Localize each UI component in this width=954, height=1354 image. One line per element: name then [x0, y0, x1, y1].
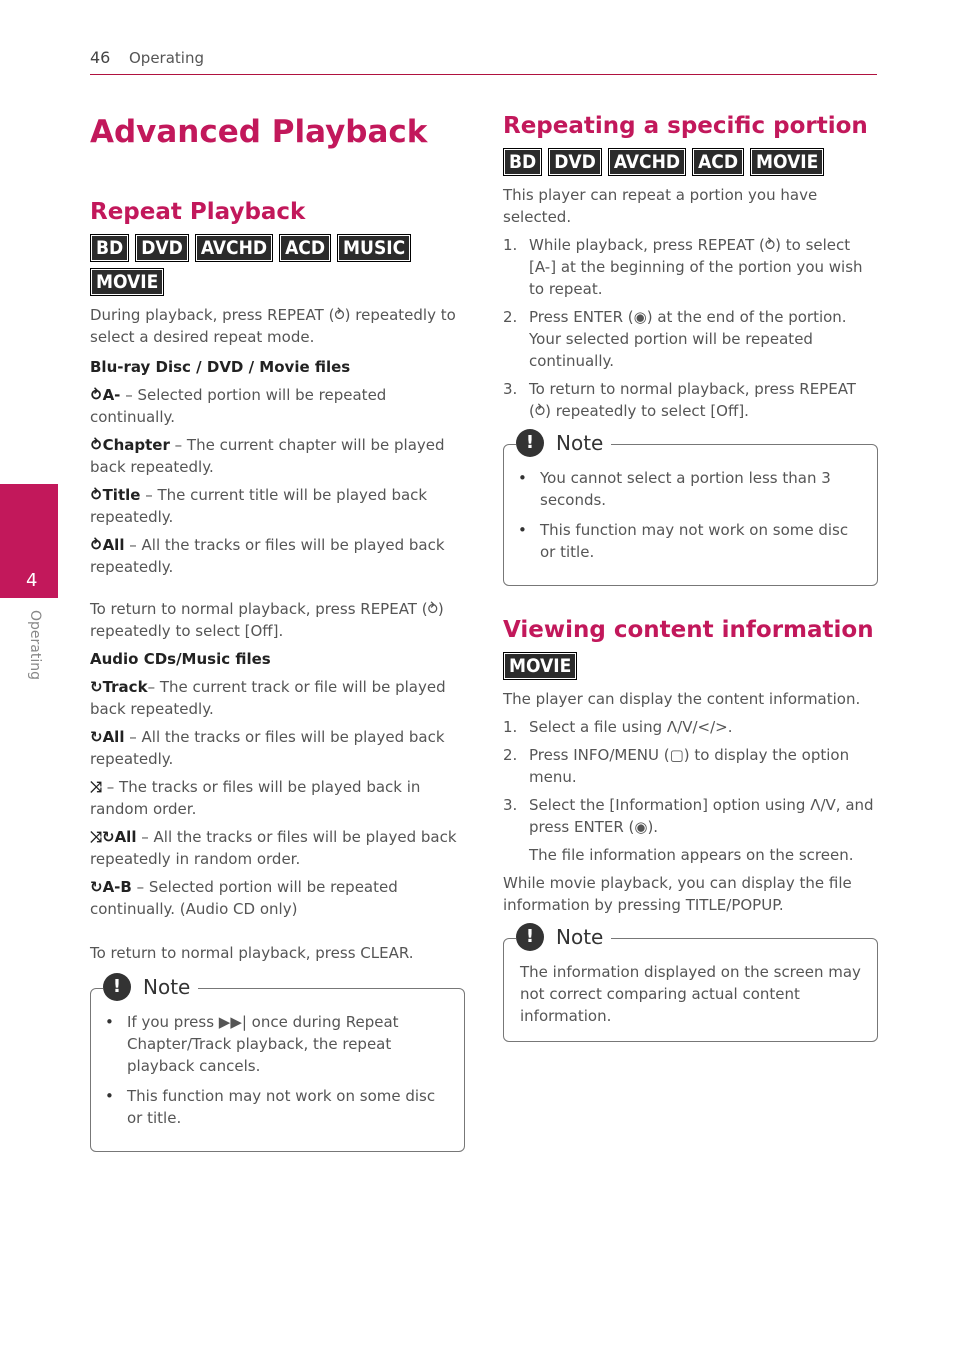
note-title: Note: [556, 925, 604, 949]
badge-acd: ACD: [692, 148, 744, 176]
repeat-icon: ⤨↻: [90, 828, 115, 846]
step-text: Select the [Information] option using Λ/V, and press ENTER (◉).: [529, 796, 874, 836]
repeat-mode-label: All: [102, 728, 125, 746]
chapter-tab: [0, 484, 58, 598]
repeat-mode-item: [90, 534, 465, 578]
repeat-mode-label: Chapter: [102, 436, 170, 454]
repeat-mode-desc: – All the tracks or files will be played back repeatedly.: [90, 728, 445, 768]
exclamation-icon: !: [516, 429, 544, 457]
repeat-playback-heading: Repeat Playback: [90, 199, 306, 225]
repeat-portion-intro: This player can repeat a portion you have selected.: [503, 186, 818, 226]
badge-movie: MOVIE: [503, 652, 577, 680]
repeat-intro: During playback, press REPEAT (⥁) repeatedly to select a desired repeat mode.: [90, 306, 456, 346]
badge-bd: BD: [90, 234, 129, 262]
repeat-mode-desc: – Selected portion will be repeated continually.: [90, 386, 387, 426]
note-item: • You cannot select a portion less than 3 seconds.: [532, 467, 861, 511]
note-box-left: [90, 975, 465, 1152]
step-text: Select a file using Λ/V/</>.: [529, 718, 733, 736]
badge-movie: MOVIE: [750, 148, 824, 176]
bd-heading: Blu-ray Disc / DVD / Movie files: [90, 358, 351, 376]
note-list: [532, 467, 861, 563]
repeat-mode-desc: – All the tracks or files will be played back repeatedly in random order.: [90, 828, 457, 868]
page-title: Advanced Playback: [90, 114, 428, 150]
repeat-mode-desc: – Selected portion will be repeated continually. (Audio CD only): [90, 878, 398, 918]
note-text: The information displayed on the screen may not correct comparing actual content information.: [520, 963, 861, 1025]
media-badges: [503, 148, 878, 176]
section-name: Operating: [129, 49, 204, 67]
repeat-mode-item: [90, 876, 465, 920]
step-number: 3.: [503, 796, 518, 814]
repeat-mode-label: Title: [102, 486, 141, 504]
note-item: • This function may not work on some disc or title.: [119, 1085, 448, 1129]
viewing-movie-text: While movie playback, you can display the file information by pressing TITLE/POPUP.: [503, 874, 852, 914]
badge-dvd: DVD: [548, 148, 602, 176]
repeat-mode-item: [90, 726, 465, 770]
page-header: [90, 48, 877, 75]
badge-dvd: DVD: [135, 234, 189, 262]
repeat-icon: ⤨: [90, 778, 103, 796]
repeat-mode-desc: – The current track or file will be played back repeatedly.: [90, 678, 446, 718]
step-number: 2.: [503, 308, 518, 326]
repeat-icon: ⥁: [90, 386, 103, 404]
right-column: [503, 110, 878, 1042]
repeat-icon: ⥁: [90, 486, 103, 504]
viewing-heading: Viewing content information: [503, 617, 874, 643]
note-box-right-1: [503, 431, 878, 586]
repeat-icon: ↻: [90, 878, 103, 896]
repeat-mode-desc: – The tracks or files will be played back in random order.: [90, 778, 421, 818]
step-number: 3.: [503, 380, 518, 398]
note-list: [119, 1011, 448, 1129]
audio-heading: Audio CDs/Music files: [90, 650, 271, 668]
step-item: [503, 716, 878, 738]
step-item: [503, 306, 878, 372]
repeat-mode-label: All: [102, 536, 125, 554]
step-item: [503, 744, 878, 788]
repeat-mode-item: [90, 384, 465, 428]
badge-bd: BD: [503, 148, 542, 176]
repeat-mode-label: A-B: [102, 878, 132, 896]
exclamation-icon: !: [516, 923, 544, 951]
step-number: 1.: [503, 718, 518, 736]
clear-text: To return to normal playback, press CLEAR.: [90, 944, 414, 962]
repeat-mode-desc: – The current chapter will be played back repeatedly.: [90, 436, 445, 476]
chapter-label: Operating: [27, 610, 43, 680]
viewing-result: The file information appears on the screen.: [529, 846, 854, 864]
badge-movie: MOVIE: [90, 268, 164, 296]
repeat-mode-desc: – The current title will be played back repeatedly.: [90, 486, 428, 526]
note-item: • This function may not work on some disc or title.: [532, 519, 861, 563]
step-item: [503, 794, 878, 838]
repeat-mode-label: All: [114, 828, 137, 846]
note-box-right-2: [503, 925, 878, 1042]
step-item: [503, 234, 878, 300]
chapter-number: 4: [26, 570, 38, 591]
step-number: 2.: [503, 746, 518, 764]
note-title: Note: [143, 975, 191, 999]
chapter-label-vertical: [21, 610, 47, 700]
badge-avchd: AVCHD: [608, 148, 686, 176]
repeat-mode-item: [90, 434, 465, 478]
bd-repeat-modes: [90, 384, 465, 578]
viewing-steps-list: [503, 716, 878, 838]
step-text: To return to normal playback, press REPEAT (⥁) repeatedly to select [Off].: [529, 380, 856, 420]
return-text: To return to normal playback, press REPEAT (⥁) repeatedly to select [Off].: [90, 600, 444, 640]
repeat-mode-label: A-: [102, 386, 121, 404]
note-item: • If you press ▶▶| once during Repeat Chapter/Track playback, the repeat playback cancels.: [119, 1011, 448, 1077]
audio-repeat-modes: [90, 676, 465, 920]
repeat-icon: ⥁: [90, 436, 103, 454]
repeat-steps-list: [503, 234, 878, 422]
badge-acd: ACD: [279, 234, 331, 262]
viewing-intro: The player can display the content information.: [503, 690, 861, 708]
repeat-mode-item: [90, 776, 465, 820]
repeat-mode-item: [90, 826, 465, 870]
repeat-icon: ↻: [90, 728, 103, 746]
left-column: [90, 110, 465, 1152]
repeat-portion-heading: Repeating a specific portion: [503, 113, 868, 139]
step-text: Press INFO/MENU (▢) to display the option menu.: [529, 746, 850, 786]
repeat-icon: ↻: [90, 678, 103, 696]
badge-music: MUSIC: [337, 234, 411, 262]
repeat-mode-desc: – All the tracks or files will be played back repeatedly.: [90, 536, 445, 576]
step-number: 1.: [503, 236, 518, 254]
step-text: Press ENTER (◉) at the end of the portion. Your selected portion will be repeated continually.: [529, 308, 847, 370]
exclamation-icon: !: [103, 973, 131, 1001]
repeat-icon: ⥁: [90, 536, 103, 554]
repeat-mode-item: [90, 676, 465, 720]
page-number: 46: [90, 48, 111, 67]
step-text: While playback, press REPEAT (⥁) to select [A-] at the beginning of the portion you wish to repeat.: [529, 236, 863, 298]
step-item: [503, 378, 878, 422]
media-badges: [90, 234, 465, 296]
note-title: Note: [556, 431, 604, 455]
repeat-mode-item: [90, 484, 465, 528]
repeat-mode-label: Track: [102, 678, 148, 696]
media-badges: [503, 652, 878, 680]
badge-avchd: AVCHD: [195, 234, 273, 262]
